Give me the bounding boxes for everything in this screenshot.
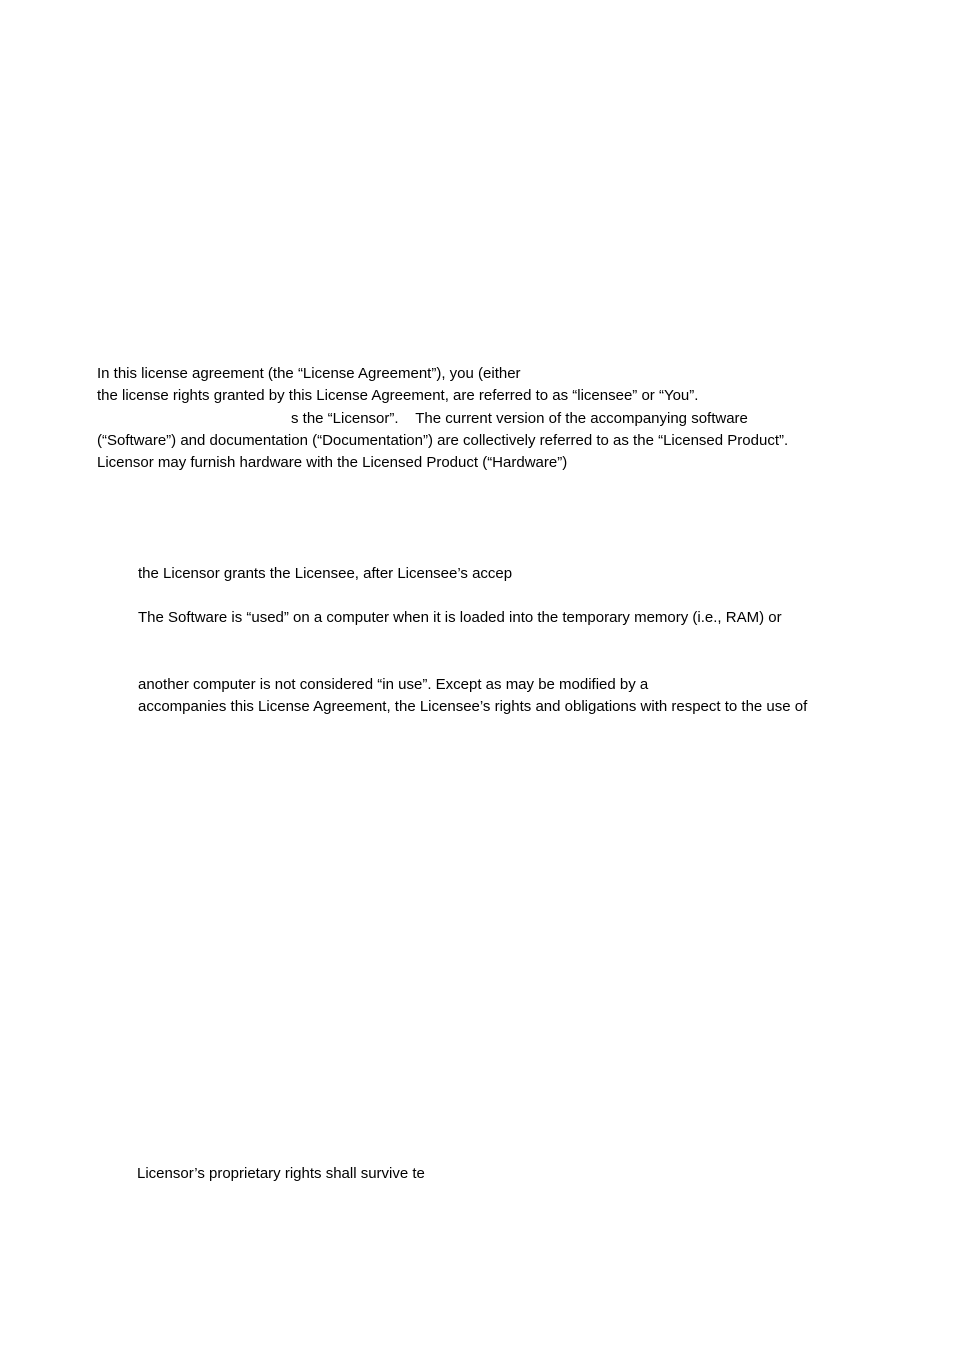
grant-line-2: The Software is “used” on a computer when it is loaded into the temporary memory (i.e., RAM) or: [138, 609, 782, 626]
intro-line-1: In this license agreement (the “License Agreement”), you (either: [97, 365, 521, 382]
intro-line-2: the license rights granted by this License Agreement, are referred to as “licensee” or “You”.: [97, 387, 699, 404]
intro-line-3: s the “Licensor”. The current version of the accompanying software: [291, 410, 748, 427]
intro-line-5: Licensor may furnish hardware with the Licensed Product (“Hardware”): [97, 454, 568, 471]
proprietary-line-1: Licensor’s proprietary rights shall survive te: [137, 1165, 425, 1182]
grant-line-1: the Licensor grants the Licensee, after Licensee’s accep: [138, 565, 513, 582]
grant-line-3: another computer is not considered “in use”. Except as may be modified by a: [138, 676, 649, 693]
grant-line-4: accompanies this License Agreement, the Licensee’s rights and obligations with respect to the use of: [138, 698, 808, 715]
intro-line-4: (“Software”) and documentation (“Documentation”) are collectively referred to as the “Licensed Product”.: [97, 432, 789, 449]
